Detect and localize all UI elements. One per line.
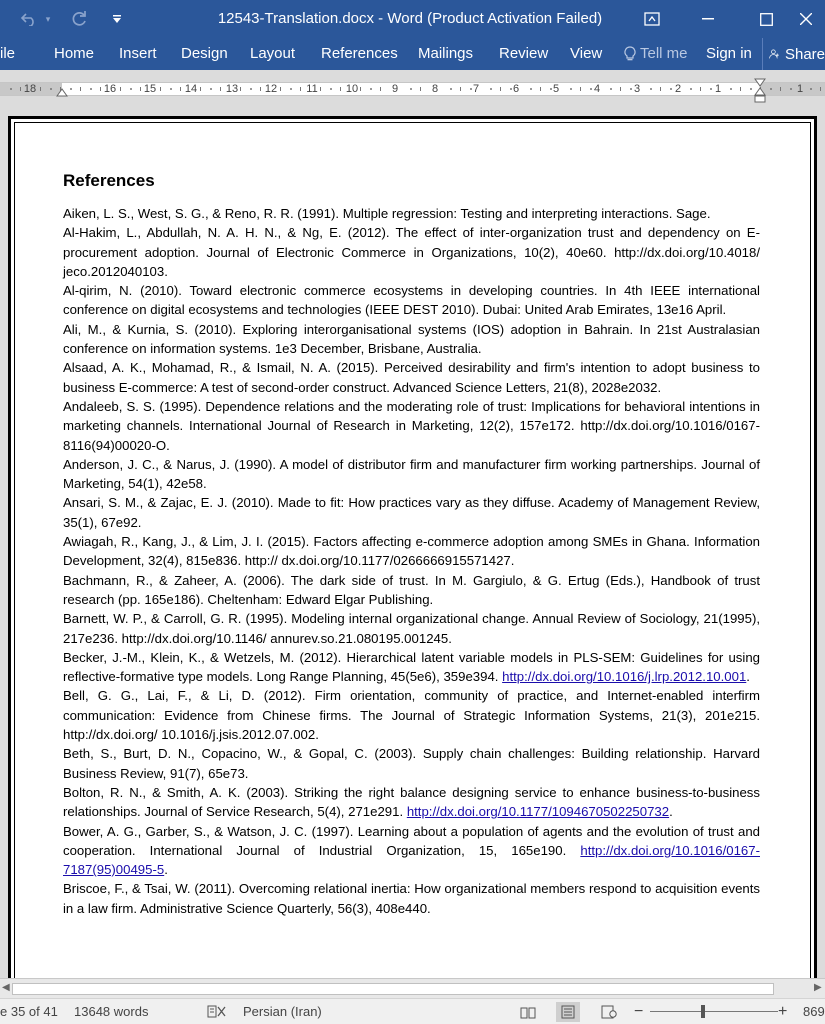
ruler-tick <box>120 87 121 91</box>
ruler-tick <box>410 88 412 90</box>
ruler-label: 2 <box>674 83 682 95</box>
doi-link[interactable]: http://dx.doi.org/10.1016/j.lrp.2012.10.001 <box>502 669 747 685</box>
tab-file[interactable]: ile <box>0 45 16 62</box>
tab-mailings[interactable]: Mailings <box>418 45 474 62</box>
ribbon-tabs <box>0 38 825 70</box>
ruler-tick <box>530 88 532 90</box>
doi-link[interactable]: http://dx.doi.org/10.1177/1094670502250732 <box>406 804 670 820</box>
zoom-percent[interactable]: 869 <box>803 1004 825 1019</box>
reference-entry: Andaleeb, S. S. (1995). Dependence relations and the moderating role of trust: Implications for behavioral intentions in marketing channels. International Journal of Research in Marketing, 12(2), 157e172. http://dx.doi.org/10.1016/0167- 8116(94)00020-O. <box>63 398 760 453</box>
left-indent-marker[interactable] <box>56 85 68 99</box>
tab-references[interactable]: References <box>321 45 398 62</box>
reference-text: Bolton, R. N., & Smith, A. K. (2003). Striking the right balance designing service to enhance business-to-business relationships. Journal of Service Research, 5(4), 271e291. <box>63 784 760 820</box>
ruler-tick <box>490 88 492 90</box>
ruler-tick <box>710 88 712 90</box>
read-mode-icon[interactable] <box>516 1002 540 1022</box>
reference-entry: Becker, J.-M., Klein, K., & Wetzels, M. (2012). Hierarchical latent variable models in PLS-SEM: Guidelines for using reflective-formative type models. Long Range Planning, 45(5e6), 359e394. http://dx.doi.org/10.1016/j.lrp.2012.10.001. <box>63 649 760 685</box>
ruler-tick <box>630 88 632 90</box>
ruler-tick <box>590 88 592 90</box>
quick-access-toolbar <box>0 0 126 38</box>
language-indicator[interactable]: Persian (Iran) <box>243 1004 322 1019</box>
ruler-tick <box>80 87 81 91</box>
ruler-tick <box>730 88 732 90</box>
ruler-tick <box>40 87 41 91</box>
ruler-tick <box>750 88 752 90</box>
ruler-tick <box>210 88 212 90</box>
ribbon-display-icon[interactable] <box>629 0 675 38</box>
ruler-tick <box>100 87 101 91</box>
reference-entry: Aiken, L. S., West, S. G., & Reno, R. R. (1991). Multiple regression: Testing and interpreting interactions. Sage. <box>63 206 711 221</box>
ruler-tick <box>510 88 512 90</box>
redo-icon[interactable] <box>64 0 94 38</box>
ruler-tick <box>550 88 552 90</box>
ruler-label: 6 <box>512 83 520 95</box>
ruler-tick <box>300 87 301 91</box>
reference-entry: Al-qirim, N. (2010). Toward electronic commerce ecosystems in developing countries. In 4th IEEE international conference on digital ecosystems and technologies (IEEE DEST 2010). Dubai: United Arab Emirates, 13e16 April. <box>63 283 760 318</box>
status-bar <box>0 998 825 1024</box>
ruler-tick <box>460 87 461 91</box>
ruler-tick <box>360 87 361 91</box>
document-page[interactable] <box>8 116 817 978</box>
ruler-tick <box>90 88 92 90</box>
ruler-tick <box>250 88 252 90</box>
reference-text: Becker, J.-M., Klein, K., & Wetzels, M. (2012). Hierarchical latent variable models in PLS-SEM: Guidelines for using reflective-formative type models. Long Range Planning, 45(5e6), 359e394. <box>63 649 760 685</box>
ruler-tick <box>690 88 692 90</box>
title-bar <box>0 0 825 38</box>
ruler-tick <box>780 87 781 91</box>
ruler-tick <box>700 87 701 91</box>
ruler-tick <box>570 88 572 90</box>
tab-layout[interactable]: Layout <box>250 45 296 62</box>
print-layout-icon[interactable] <box>556 1002 580 1022</box>
undo-dropdown-icon[interactable]: ▾ <box>45 13 51 24</box>
undo-icon[interactable] <box>14 0 44 38</box>
ruler-tick <box>790 88 792 90</box>
scroll-right-icon[interactable]: ▶ <box>814 982 822 993</box>
reference-entry: Ansari, S. M., & Zajac, E. J. (2010). Made to fit: How practices vary as they diffuse. Academy of Management Review, 35(1), 67e92. <box>63 495 760 530</box>
reference-text: Bower, A. G., Garber, S., & Watson, J. C. (1997). Learning about a population of agents and the evolution of trust and cooperation. International Journal of Industrial Organization, 15, 165e190. <box>63 823 760 858</box>
ruler-label: 9 <box>391 83 399 95</box>
reference-entry: Bolton, R. N., & Smith, A. K. (2003). Striking the right balance designing service to enhance business-to-business relationships. Journal of Service Research, 5(4), 271e291. http://dx.doi.org/10.1177/1094670502250732. <box>63 784 760 820</box>
zoom-slider-thumb[interactable] <box>701 1005 705 1018</box>
window-title: 12543-Translation.docx - Word (Product Activation Failed) <box>217 10 603 27</box>
ruler-tick <box>500 87 501 91</box>
ruler-tick <box>10 88 12 90</box>
reference-entry: Anderson, J. C., & Narus, J. (1990). A model of distributor firm and manufacturer firm working partnerships. Journal of Marketing, 54(1), 42e58. <box>63 456 760 492</box>
lightbulb-icon <box>624 46 636 62</box>
ruler-tick <box>810 88 812 90</box>
doi-link[interactable]: http://dx.doi.org/10.1016/0167-7187(95)00495-5 <box>63 842 760 878</box>
ruler-tick <box>260 87 261 91</box>
tab-design[interactable]: Design <box>181 45 228 62</box>
save-icon[interactable] <box>0 0 14 38</box>
scrollbar-thumb[interactable] <box>12 983 774 995</box>
ruler-tick <box>160 87 161 91</box>
tab-home[interactable]: Home <box>54 45 95 62</box>
ruler-tick <box>140 87 141 91</box>
ruler-tick <box>660 87 661 91</box>
tell-me-label: Tell me <box>640 45 688 62</box>
proofing-icon[interactable] <box>207 1004 227 1020</box>
horizontal-scrollbar[interactable] <box>0 978 825 998</box>
ruler-label: 12 <box>264 83 278 95</box>
reference-entry: Briscoe, F., & Tsai, W. (2011). Overcoming relational inertia: How organizational members respond to acquisition events in a law firm. Administrative Science Quarterly, 56(3), 408e440. <box>63 881 760 916</box>
reference-entry: Ali, M., & Kurnia, S. (2010). Exploring interorganisational systems (IOS) adoption in Bahrain. In 21st Australasian conference on information systems. 1e3 December, Brisbane, Australia. <box>63 321 760 357</box>
ruler-tick <box>50 88 52 90</box>
ruler-tick <box>380 87 381 91</box>
minimize-icon[interactable] <box>685 0 731 38</box>
ruler-label: 4 <box>593 83 601 95</box>
reference-entry: Bell, G. G., Lai, F., & Li, D. (2012). Firm orientation, community of practice, and Internet-enabled interfirm communication: Evidence from Chinese firms. The Journal of Strategic Information Systems, 21(3), 201e215. http://dx.doi.org/ 10.1016/j.jsis.2012.07.002. <box>63 688 760 743</box>
reference-entry: Bachmann, R., & Zaheer, A. (2006). The dark side of trust. In M. Gargiulo, & G. Ertug (Eds.), Handbook of trust research (pp. 165e186). Cheltenham: Edward Elgar Publishing. <box>63 572 760 607</box>
ruler-tick <box>470 88 472 90</box>
ruler-tick <box>610 88 612 90</box>
maximize-icon[interactable] <box>743 0 789 38</box>
ruler-label: 5 <box>552 83 560 95</box>
ruler-tick <box>340 87 341 91</box>
ruler-tick <box>200 87 201 91</box>
ruler-tick <box>220 87 221 91</box>
ruler-tick <box>450 88 452 90</box>
ruler-label: 1 <box>714 83 722 95</box>
ruler-tick <box>540 87 541 91</box>
ruler-tick <box>240 87 241 91</box>
tab-view[interactable]: View <box>570 45 603 62</box>
word-count[interactable]: 13648 words <box>74 1004 149 1019</box>
reference-entry: Al-Hakim, L., Abdullah, N. A. H. N., & Ng, E. (2012). The effect of inter-organization trust and dependency on E-procurement adoption. Journal of Electronic Commerce in Organizations, 10(2), 40e60. http://dx.doi.org/10.4018/ jeco.2012040103. <box>63 225 760 279</box>
reference-entry: Barnett, W. P., & Carroll, G. R. (1995). Modeling internal organizational change. Annual Review of Sociology, 21(1995), 217e236. http://dx.doi.org/10.1146/ annurev.so.21.080195.001245. <box>63 611 760 646</box>
reference-entry: Alsaad, A. K., Mohamad, R., & Ismail, N. A. (2015). Perceived desirability and firm's intention to adopt business to business E-commerce: A test of second-order construct. Advanced Science Letters, 21(8), 2028e2032. <box>63 360 760 395</box>
ruler-label: 10 <box>345 83 359 95</box>
share-person-icon <box>769 45 780 63</box>
sign-in-link[interactable]: Sign in <box>706 45 752 62</box>
ruler-label: 1 <box>796 83 804 95</box>
zoom-slider[interactable] <box>650 1011 778 1012</box>
ruler-tick <box>320 87 321 91</box>
ruler-label: 8 <box>431 83 439 95</box>
horizontal-ruler[interactable] <box>0 70 825 108</box>
ruler-label: 16 <box>103 83 117 95</box>
tab-review[interactable]: Review <box>499 45 549 62</box>
page-content[interactable] <box>63 171 760 918</box>
document-canvas <box>0 108 825 978</box>
ruler-label: 11 <box>306 83 318 95</box>
ruler-label: 18 <box>23 83 37 95</box>
web-layout-icon[interactable] <box>597 1002 621 1022</box>
reference-entry: Beth, S., Burt, D. N., Copacino, W., & Gopal, C. (2003). Supply chain challenges: Building relationship. Harvard Business Review, 91(7), 65e73. <box>63 746 760 781</box>
ruler-tick <box>620 87 621 91</box>
close-icon[interactable] <box>800 0 825 38</box>
tell-me-box[interactable] <box>624 38 688 70</box>
ruler-tick <box>130 88 132 90</box>
ruler-tick <box>820 87 821 91</box>
ruler-tick <box>20 87 21 91</box>
tab-insert[interactable]: Insert <box>119 45 157 62</box>
share-label: Share <box>784 45 825 63</box>
ruler-tick <box>370 88 372 90</box>
ruler-label: 7 <box>472 83 480 95</box>
zoom-in-icon[interactable]: + <box>778 1003 788 1020</box>
references-heading: References <box>63 171 155 190</box>
right-indent-marker[interactable] <box>754 78 766 106</box>
ruler-tick <box>180 87 181 91</box>
ruler-label: 14 <box>184 83 198 95</box>
reference-entry: Awiagah, R., Kang, J., & Lim, J. I. (2015). Factors affecting e-commerce adoption among SMEs in Ghana. Information Development, 32(4), 815e836. http:// dx.doi.org/10.1177/0266666915571427. <box>63 534 760 569</box>
ruler-strip <box>0 82 825 96</box>
ruler-tick <box>650 88 652 90</box>
ruler-tick <box>70 88 72 90</box>
ruler-tick <box>280 87 281 91</box>
ruler-tick <box>670 88 672 90</box>
scroll-left-icon[interactable]: ◀ <box>2 982 10 993</box>
ruler-label: 13 <box>225 83 239 95</box>
ruler-tick <box>330 88 332 90</box>
ruler-tick <box>740 87 741 91</box>
customize-qat-icon[interactable] <box>108 0 126 38</box>
ruler-tick <box>170 88 172 90</box>
ruler-tick <box>420 87 421 91</box>
share-button[interactable] <box>762 38 825 70</box>
page-count[interactable]: e 35 of 41 <box>0 1004 58 1019</box>
ruler-tick <box>290 88 292 90</box>
zoom-out-icon[interactable]: − <box>634 1003 644 1020</box>
ruler-label: 15 <box>143 83 157 95</box>
ruler-label: 3 <box>633 83 641 95</box>
ruler-tick <box>580 87 581 91</box>
reference-entry: Bower, A. G., Garber, S., & Watson, J. C. (1997). Learning about a population of agents and the evolution of trust and cooperation. International Journal of Industrial Organization, 15, 165e190. http://dx.doi.org/10.1016/0167-7187(95)00495-5. <box>63 823 760 878</box>
ruler-tick <box>770 88 772 90</box>
